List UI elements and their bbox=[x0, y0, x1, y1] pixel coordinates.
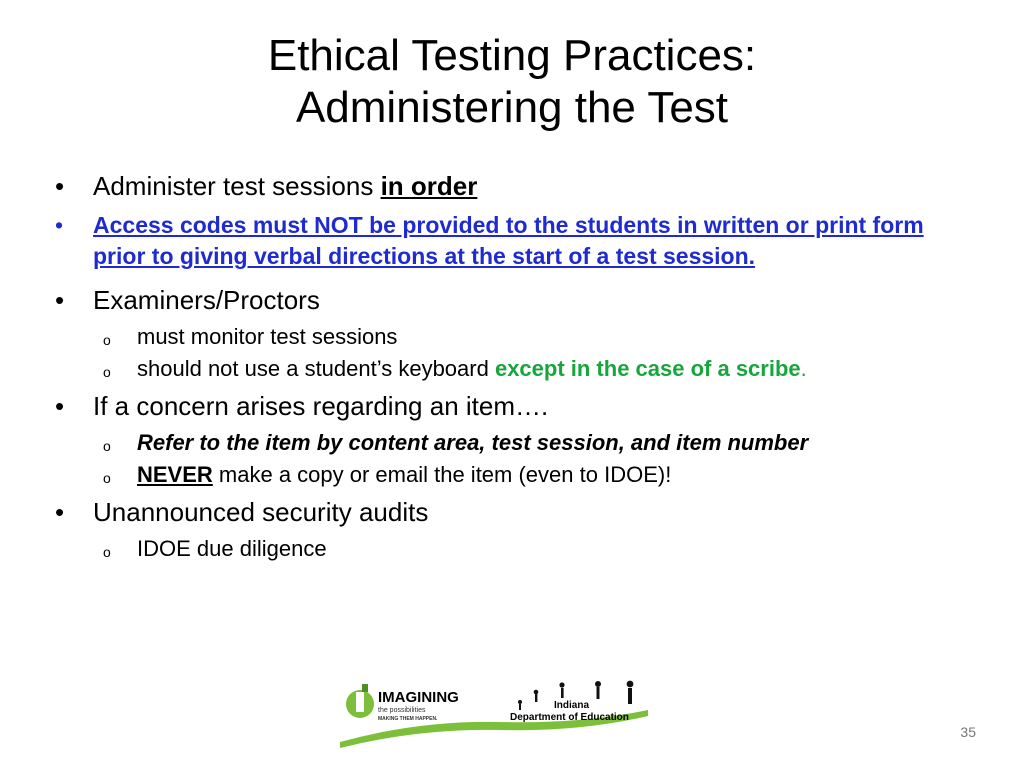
sub-bullet-marker: o bbox=[103, 470, 111, 486]
logo-possibilities: the possibilities bbox=[378, 707, 426, 714]
bullet-dot: • bbox=[55, 212, 64, 238]
bullet-audits: • Unannounced security audits bbox=[55, 497, 429, 527]
logo-imagining: IMAGINING bbox=[378, 689, 459, 706]
bullet-concern: • If a concern arises regarding an item…. bbox=[55, 391, 549, 421]
sub-bullet-marker: o bbox=[103, 438, 111, 454]
title-line-1: Ethical Testing Practices: bbox=[267, 31, 757, 80]
sub-bullet-marker: o bbox=[103, 544, 111, 560]
apple-icon bbox=[346, 684, 374, 718]
title-line-2: Administering the Test bbox=[295, 83, 729, 132]
bullet-dot: • bbox=[55, 391, 65, 421]
sub-bullet-keyboard: o should not use a student’s keyboard except in the case of a scribe. bbox=[55, 356, 955, 382]
slide-number: 35 bbox=[960, 724, 976, 740]
bullet-dot: • bbox=[55, 497, 65, 527]
sub-bullet-monitor: o must monitor test sessions bbox=[55, 324, 955, 350]
bullet-access-codes: • Access codes must NOT be provided to the students in written or print form prior to giving verbal directions at the start of a test session. bbox=[55, 212, 924, 269]
slide-title bbox=[0, 30, 1024, 134]
sub-bullet-marker: o bbox=[103, 332, 111, 348]
logo-tagline: MAKING THEM HAPPEN. bbox=[378, 716, 438, 722]
logo-department: Department of Education bbox=[510, 712, 629, 723]
sub-bullet-refer: o Refer to the item by content area, test session, and item number bbox=[55, 430, 955, 456]
sub-bullet-diligence: o IDOE due diligence bbox=[55, 536, 955, 562]
bullet-dot: • bbox=[55, 285, 65, 315]
sub-bullet-never: o NEVER make a copy or email the item (even to IDOE)! bbox=[55, 462, 955, 488]
logo-indiana: Indiana bbox=[554, 700, 590, 711]
idoe-logo bbox=[340, 680, 650, 750]
bullet-dot: • bbox=[55, 171, 65, 201]
bullet-examiners: • Examiners/Proctors bbox=[55, 285, 320, 315]
slide-content bbox=[55, 170, 955, 568]
bullet-administer: • Administer test sessions in order bbox=[55, 171, 478, 201]
sub-bullet-marker: o bbox=[103, 364, 111, 380]
